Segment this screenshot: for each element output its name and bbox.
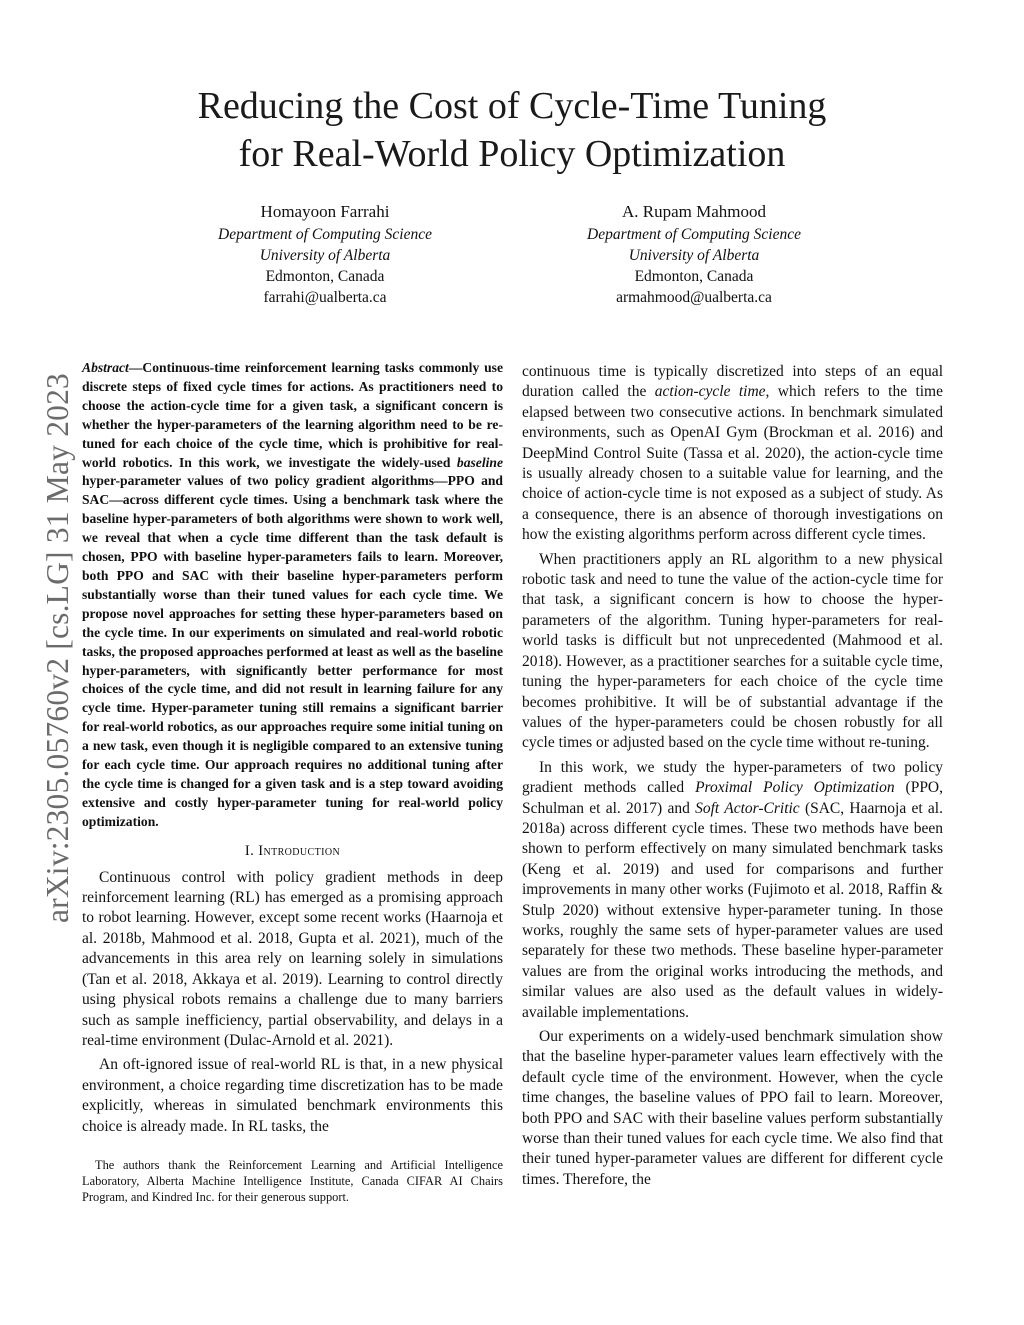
author-location: Edmonton, Canada — [634, 268, 754, 285]
author-department: Department of Computing Science — [587, 226, 801, 243]
right-paragraph-4: Our experiments on a widely-used benchmark simulation show that the baseline hyper-parameter values learn effectively with the default cycle time of the environment. However, when the cycle time changes, the baseline values of PPO fail to learn. Moreover, both PPO and SAC with their baseline values perform substantially worse than their tuned values for each cycle time. We also find that their tuned hyper-parameter values are different for different cycle times. Therefore, the — [522, 1028, 943, 1188]
text-span: (PPO, Schulman et al. 2017) and — [522, 779, 944, 817]
author-block-2 — [534, 200, 854, 308]
abstract-emphasis: baseline — [456, 454, 503, 470]
right-paragraph-1 — [522, 362, 943, 546]
author-department: Department of Computing Science — [218, 226, 432, 243]
intro-paragraph-2: An oft-ignored issue of real-world RL is that, in a new physical environment, a choice regarding time discretization has to be made explicitly, whereas in simulated benchmark environments this choice is already made. In RL tasks, the — [82, 1056, 503, 1135]
emphasis-span: Proximal Policy Optimization — [695, 779, 895, 797]
author-name: A. Rupam Mahmood — [621, 202, 767, 221]
abstract-text-2: hyper-parameter values of two policy gradient algorithms—PPO and SAC—across different cycle times. Using a benchmark task where the baseline hyper-parameters of both algorithms were shown to work well, we reveal that when a cycle time different than the task default is chosen, PPO with baseline hyper-parameters fails to learn. Moreover, both PPO and SAC with their baseline hyper-parameters perform substantially worse than their tuned values for each cycle time. We propose novel approaches for setting these hyper-parameters based on the cycle time. In our experiments on simulated and real-world robotic tasks, the proposed approaches performed at least as well as the baseline hyper-parameters, with significantly better performance for most choices of the cycle time, and did not result in learning failure for any cycle time. Hyper-parameter tuning still remains a significant barrier for real-world robotics, as our approaches require some initial tuning on a new task, even though it is negligible compared to an extensive tuning for each cycle time. Our approach requires no additional tuning after the cycle time is changed for a given task and is a step toward avoiding extensive and costly hyper-parameter tuning for real-world policy optimization. — [82, 473, 503, 829]
author-email: armahmood@ualberta.ca — [616, 289, 772, 306]
paper-title — [0, 82, 1024, 178]
section-number: I. — [244, 842, 255, 859]
text-span: (SAC, Haarnoja et al. 2018a) across different cycle times. These two methods have been shown to perform effectively on many simulated benchmark tasks (Keng et al. 2019) and used for comparisons and further improvements in many other works (Fujimoto et al. 2018, Raffin & Stulp 2020) without extensive hyper-parameter tuning. In those works, roughly the same sets of hyper-parameter values are used separately for these two methods. These baseline hyper-parameter values are from the original works introducing the methods, and similar values are also used as the default values in widely-available implementations. — [522, 799, 943, 1021]
author-location: Edmonton, Canada — [265, 268, 385, 285]
section-title: Introduction — [258, 842, 341, 859]
right-column — [522, 362, 943, 1194]
author-block-1 — [165, 200, 485, 308]
right-paragraph-2: When practitioners apply an RL algorithm to a new physical robotic task and need to tune the value of the action-cycle time for that task, a significant concern is how to choose the hyper-parameters of the algorithm. Tuning hyper-parameters for real-world tasks is difficult but not unprecedented (Mahmood et al. 2018). However, as a practitioner searches for a suitable cycle time, tuning the hyper-parameters for each choice of the cycle time becomes prohibitive. It will be of substantial advantage if the values of the hyper-parameters could be chosen robustly for all cycle times or adjusted based on the cycle time without re-tuning. — [522, 550, 943, 752]
right-paragraph-3 — [522, 758, 943, 1023]
author-university: University of Alberta — [259, 247, 391, 264]
author-name: Homayoon Farrahi — [260, 202, 390, 221]
abstract-text-1: —Continuous-time reinforcement learning tasks commonly use discrete steps of fixed cycle times for actions. As practitioners need to choose the action-cycle time for a given task, a significant concern is whether the hyper-parameters of the learning algorithm need to be re-tuned for each choice of the cycle time, which is prohibitive for real-world robotics. In this work, we investigate the widely-used — [82, 360, 503, 470]
title-line-2: for Real-World Policy Optimization — [238, 133, 786, 175]
intro-paragraph-1: Continuous control with policy gradient methods in deep reinforcement learning (RL) has emerged as a promising approach to robot learning. However, except some recent works (Haarnoja et al. 2018b, Mahmood et al. 2018, Gupta et al. 2021), much of the advancements in this area rely on learning solely in simulations (Tan et al. 2018, Akkaya et al. 2019). Learning to control directly using physical robots remains a challenge due to many barriers such as sample inefficiency, partial observability, and delays in a real-time environment (Dulac-Arnold et al. 2021). — [82, 868, 503, 1049]
author-email: farrahi@ualberta.ca — [263, 289, 387, 306]
section-heading — [82, 843, 503, 860]
abstract — [82, 359, 503, 832]
left-column — [82, 359, 503, 1141]
abstract-label: Abstract — [82, 360, 129, 375]
footnote: The authors thank the Reinforcement Learning and Artificial Intelligence Laboratory, Alberta Machine Intelligence Institute, Canada CIFAR AI Chairs Program, and Kindred Inc. for their generous support. — [82, 1158, 503, 1205]
arxiv-id: arXiv:2305.05760v2 [cs.LG] 31 May 2023 — [40, 372, 75, 924]
emphasis-span: Soft Actor-Critic — [695, 799, 800, 817]
text-span: , which refers to the time elapsed between two consecutive actions. In benchmark simulated environments, such as OpenAI Gym (Brockman et al. 2016) and DeepMind Control Suite (Tassa et al. 2020), the action-cycle time is usually already chosen to a suitable value for learning, and the choice of action-cycle time is not exposed as a subject of study. As a consequence, there is an absence of thorough investigations on how the existing algorithms perform across different cycle times. — [522, 383, 943, 544]
emphasis-span: action-cycle time — [654, 383, 766, 401]
title-line-1: Reducing the Cost of Cycle-Time Tuning — [197, 85, 827, 127]
text-span: continuous time is typically discretized into steps of an equal duration called the — [522, 363, 943, 401]
text-span: In this work, we study the hyper-parameters of two policy gradient methods called — [522, 758, 943, 797]
author-university: University of Alberta — [628, 247, 760, 264]
